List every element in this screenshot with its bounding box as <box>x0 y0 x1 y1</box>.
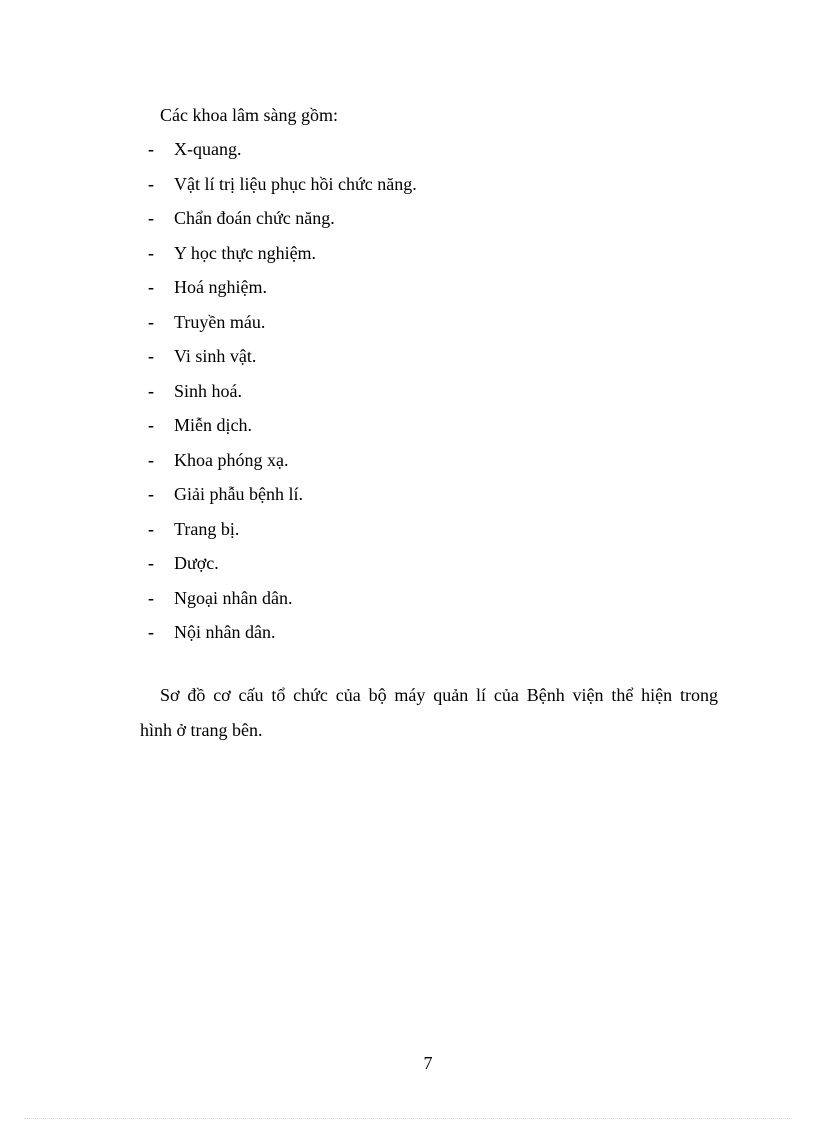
list-item-text: Hoá nghiệm. <box>174 277 267 297</box>
list-item-text: Miễn dịch. <box>174 415 252 435</box>
list-item-text: Vật lí trị liệu phục hồi chức năng. <box>174 173 417 194</box>
bullet-dash: - <box>148 518 154 539</box>
bullet-dash: - <box>148 277 154 297</box>
bullet-dash: - <box>148 242 154 263</box>
list-item-text: Giải phẫu bệnh lí. <box>174 484 303 504</box>
list-item-text: Ngoại nhân dân. <box>174 587 293 608</box>
list-item <box>148 516 417 551</box>
bullet-dash: - <box>148 311 154 332</box>
list-item-text: Khoa phóng xạ. <box>174 449 289 470</box>
list-item <box>148 619 417 654</box>
list-item <box>148 309 417 344</box>
list-item <box>148 136 417 171</box>
paragraph-line: Sơ đồ cơ cấu tổ chức của bộ máy quản lí của Bệnh viện thể hiện trong <box>160 685 718 705</box>
bullet-dash: - <box>148 622 154 642</box>
bullet-dash: - <box>148 208 154 228</box>
bullet-dash: - <box>148 449 154 470</box>
list-item-text: Sinh hoá. <box>174 380 243 401</box>
list-item-text: Trang bị. <box>174 518 240 539</box>
list-item-text: Truyền máu. <box>174 311 266 332</box>
list-item <box>148 550 417 585</box>
page-number: 7 <box>423 1053 433 1073</box>
list-item-text: Vi sinh vật. <box>174 346 257 366</box>
departments-list <box>148 136 417 654</box>
list-item-text: Nội nhân dân. <box>174 622 276 642</box>
bullet-dash: - <box>148 346 154 366</box>
list-item <box>148 274 417 309</box>
list-item <box>148 412 417 447</box>
bullet-dash: - <box>148 380 154 401</box>
list-item <box>148 585 417 620</box>
list-item-text: Dược. <box>174 553 219 573</box>
org-chart-paragraph <box>140 678 718 747</box>
paragraph-line: hình ở trang bên. <box>140 719 263 740</box>
bullet-dash: - <box>148 484 154 504</box>
list-item <box>148 378 417 413</box>
list-item <box>148 447 417 482</box>
bullet-dash: - <box>148 415 154 435</box>
list-item <box>148 481 417 516</box>
list-item-text: X-quang. <box>174 139 242 159</box>
bullet-dash: - <box>148 553 154 573</box>
list-item <box>148 240 417 275</box>
list-item <box>148 171 417 206</box>
bullet-dash: - <box>148 587 154 608</box>
list-item <box>148 205 417 240</box>
list-item <box>148 343 417 378</box>
list-item-text: Chẩn đoán chức năng. <box>174 208 335 228</box>
list-item-text: Y học thực nghiệm. <box>174 242 317 263</box>
bullet-dash: - <box>148 139 154 159</box>
page-bottom-border <box>24 1118 792 1119</box>
intro-text: Các khoa lâm sàng gồm: <box>160 105 338 125</box>
bullet-dash: - <box>148 173 154 194</box>
